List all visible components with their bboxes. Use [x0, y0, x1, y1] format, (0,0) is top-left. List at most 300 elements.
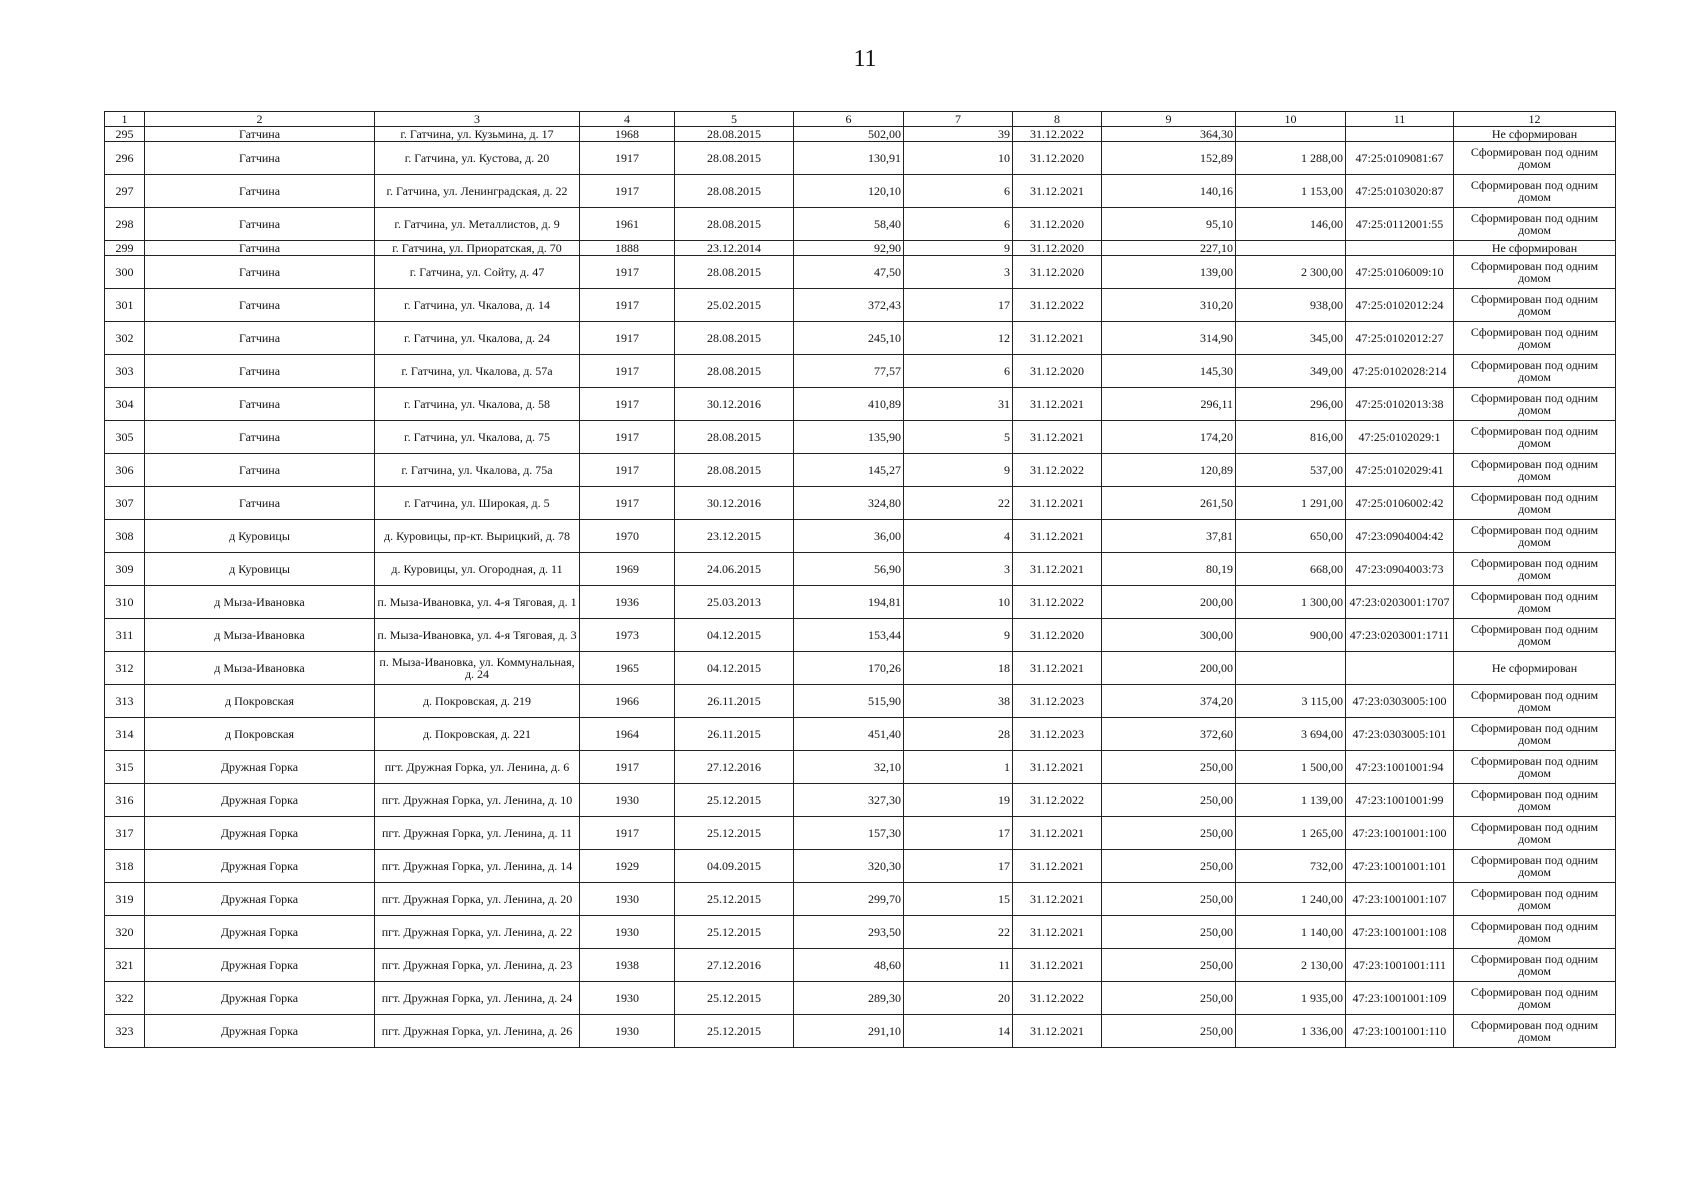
settlement-cell: Дружная Горка [145, 784, 375, 817]
cost-cell: 227,10 [1102, 241, 1236, 256]
year-built-cell: 1930 [580, 982, 675, 1015]
row-number-cell: 312 [105, 652, 145, 685]
cost-cell: 250,00 [1102, 916, 1236, 949]
date-cell: 28.08.2015 [675, 454, 794, 487]
row-number-cell: 322 [105, 982, 145, 1015]
cost-cell: 174,20 [1102, 421, 1236, 454]
cost-cell: 314,90 [1102, 322, 1236, 355]
cadastral-number-cell: 47:23:1001001:109 [1346, 982, 1454, 1015]
residents-cell: 38 [904, 685, 1013, 718]
residents-cell: 12 [904, 322, 1013, 355]
table-body [105, 112, 1616, 1048]
land-area-cell: 3 694,00 [1236, 718, 1346, 751]
date-cell: 04.09.2015 [675, 850, 794, 883]
row-number-cell: 297 [105, 175, 145, 208]
year-built-cell: 1917 [580, 322, 675, 355]
land-status-cell: Сформирован под одним домом [1454, 421, 1616, 454]
cadastral-number-cell: 47:23:1001001:111 [1346, 949, 1454, 982]
cost-cell: 250,00 [1102, 850, 1236, 883]
settlement-cell: Дружная Горка [145, 883, 375, 916]
land-area-cell: 1 935,00 [1236, 982, 1346, 1015]
column-header: 8 [1013, 112, 1102, 127]
cost-cell: 152,89 [1102, 142, 1236, 175]
residents-cell: 17 [904, 850, 1013, 883]
column-header: 7 [904, 112, 1013, 127]
residents-cell: 15 [904, 883, 1013, 916]
land-status-cell: Сформирован под одним домом [1454, 619, 1616, 652]
address-cell: г. Гатчина, ул. Ленинградская, д. 22 [375, 175, 580, 208]
year-built-cell: 1938 [580, 949, 675, 982]
cadastral-number-cell: 47:23:1001001:99 [1346, 784, 1454, 817]
row-number-cell: 313 [105, 685, 145, 718]
table-row [105, 949, 1616, 982]
address-cell: г. Гатчина, ул. Широкая, д. 5 [375, 487, 580, 520]
column-header: 2 [145, 112, 375, 127]
year-built-cell: 1930 [580, 916, 675, 949]
settlement-cell: Дружная Горка [145, 1015, 375, 1048]
year-built-cell: 1917 [580, 256, 675, 289]
column-header: 6 [794, 112, 904, 127]
residents-cell: 22 [904, 916, 1013, 949]
residents-cell: 19 [904, 784, 1013, 817]
land-area-cell: 1 291,00 [1236, 487, 1346, 520]
cadastral-number-cell: 47:23:0904004:42 [1346, 520, 1454, 553]
year-built-cell: 1968 [580, 127, 675, 142]
area-cell: 289,30 [794, 982, 904, 1015]
settlement-cell: д Куровицы [145, 520, 375, 553]
deadline-cell: 31.12.2021 [1013, 421, 1102, 454]
cost-cell: 250,00 [1102, 784, 1236, 817]
cost-cell: 200,00 [1102, 586, 1236, 619]
residents-cell: 6 [904, 355, 1013, 388]
cost-cell: 261,50 [1102, 487, 1236, 520]
row-number-cell: 300 [105, 256, 145, 289]
land-area-cell: 1 336,00 [1236, 1015, 1346, 1048]
area-cell: 299,70 [794, 883, 904, 916]
deadline-cell: 31.12.2020 [1013, 241, 1102, 256]
year-built-cell: 1969 [580, 553, 675, 586]
settlement-cell: д Покровская [145, 685, 375, 718]
year-built-cell: 1917 [580, 355, 675, 388]
land-status-cell: Сформирован под одним домом [1454, 388, 1616, 421]
settlement-cell: Гатчина [145, 355, 375, 388]
year-built-cell: 1888 [580, 241, 675, 256]
row-number-cell: 295 [105, 127, 145, 142]
cadastral-number-cell [1346, 241, 1454, 256]
area-cell: 120,10 [794, 175, 904, 208]
deadline-cell: 31.12.2022 [1013, 454, 1102, 487]
year-built-cell: 1930 [580, 883, 675, 916]
cadastral-number-cell [1346, 652, 1454, 685]
land-status-cell: Сформирован под одним домом [1454, 487, 1616, 520]
deadline-cell: 31.12.2023 [1013, 685, 1102, 718]
table-row [105, 289, 1616, 322]
settlement-cell: Гатчина [145, 256, 375, 289]
address-cell: г. Гатчина, ул. Чкалова, д. 57а [375, 355, 580, 388]
table-row [105, 916, 1616, 949]
deadline-cell: 31.12.2021 [1013, 817, 1102, 850]
year-built-cell: 1964 [580, 718, 675, 751]
address-cell: г. Гатчина, ул. Чкалова, д. 75а [375, 454, 580, 487]
column-header: 4 [580, 112, 675, 127]
row-number-cell: 315 [105, 751, 145, 784]
deadline-cell: 31.12.2020 [1013, 619, 1102, 652]
land-area-cell: 1 500,00 [1236, 751, 1346, 784]
residents-cell: 22 [904, 487, 1013, 520]
cadastral-number-cell: 47:23:1001001:100 [1346, 817, 1454, 850]
row-number-cell: 303 [105, 355, 145, 388]
cost-cell: 300,00 [1102, 619, 1236, 652]
row-number-cell: 320 [105, 916, 145, 949]
address-cell: пгт. Дружная Горка, ул. Ленина, д. 26 [375, 1015, 580, 1048]
settlement-cell: Гатчина [145, 208, 375, 241]
cadastral-number-cell: 47:23:0303005:101 [1346, 718, 1454, 751]
land-area-cell: 938,00 [1236, 289, 1346, 322]
row-number-cell: 307 [105, 487, 145, 520]
address-cell: д. Покровская, д. 221 [375, 718, 580, 751]
residents-cell: 6 [904, 175, 1013, 208]
table-row [105, 322, 1616, 355]
row-number-cell: 310 [105, 586, 145, 619]
cadastral-number-cell: 47:23:1001001:101 [1346, 850, 1454, 883]
area-cell: 77,57 [794, 355, 904, 388]
settlement-cell: Гатчина [145, 175, 375, 208]
column-header: 12 [1454, 112, 1616, 127]
date-cell: 23.12.2014 [675, 241, 794, 256]
column-header: 10 [1236, 112, 1346, 127]
land-status-cell: Сформирован под одним домом [1454, 289, 1616, 322]
year-built-cell: 1961 [580, 208, 675, 241]
year-built-cell: 1917 [580, 421, 675, 454]
address-cell: пгт. Дружная Горка, ул. Ленина, д. 20 [375, 883, 580, 916]
deadline-cell: 31.12.2020 [1013, 355, 1102, 388]
settlement-cell: Гатчина [145, 289, 375, 322]
address-cell: пгт. Дружная Горка, ул. Ленина, д. 14 [375, 850, 580, 883]
address-cell: д. Куровицы, пр-кт. Вырицкий, д. 78 [375, 520, 580, 553]
land-area-cell [1236, 652, 1346, 685]
residents-cell: 31 [904, 388, 1013, 421]
date-cell: 28.08.2015 [675, 421, 794, 454]
land-status-cell: Не сформирован [1454, 652, 1616, 685]
residents-cell: 9 [904, 241, 1013, 256]
table-row [105, 454, 1616, 487]
deadline-cell: 31.12.2021 [1013, 520, 1102, 553]
row-number-cell: 318 [105, 850, 145, 883]
area-cell: 47,50 [794, 256, 904, 289]
cadastral-number-cell: 47:25:0102029:41 [1346, 454, 1454, 487]
residents-cell: 3 [904, 256, 1013, 289]
address-cell: г. Гатчина, ул. Чкалова, д. 75 [375, 421, 580, 454]
deadline-cell: 31.12.2021 [1013, 949, 1102, 982]
area-cell: 48,60 [794, 949, 904, 982]
residents-cell: 10 [904, 586, 1013, 619]
cadastral-number-cell: 47:25:0112001:55 [1346, 208, 1454, 241]
date-cell: 25.03.2013 [675, 586, 794, 619]
row-number-cell: 314 [105, 718, 145, 751]
table-row [105, 208, 1616, 241]
table-row [105, 718, 1616, 751]
land-area-cell: 146,00 [1236, 208, 1346, 241]
column-header: 1 [105, 112, 145, 127]
settlement-cell: Дружная Горка [145, 949, 375, 982]
land-status-cell: Сформирован под одним домом [1454, 355, 1616, 388]
cadastral-number-cell: 47:23:1001001:108 [1346, 916, 1454, 949]
area-cell: 56,90 [794, 553, 904, 586]
settlement-cell: д Покровская [145, 718, 375, 751]
cost-cell: 250,00 [1102, 883, 1236, 916]
date-cell: 28.08.2015 [675, 127, 794, 142]
table-row [105, 241, 1616, 256]
cadastral-number-cell: 47:25:0103020:87 [1346, 175, 1454, 208]
row-number-cell: 299 [105, 241, 145, 256]
deadline-cell: 31.12.2021 [1013, 1015, 1102, 1048]
cadastral-number-cell: 47:23:0203001:1711 [1346, 619, 1454, 652]
cadastral-number-cell: 47:25:0102012:24 [1346, 289, 1454, 322]
area-cell: 410,89 [794, 388, 904, 421]
address-cell: г. Гатчина, ул. Приоратская, д. 70 [375, 241, 580, 256]
date-cell: 28.08.2015 [675, 208, 794, 241]
land-status-cell: Сформирован под одним домом [1454, 949, 1616, 982]
deadline-cell: 31.12.2021 [1013, 553, 1102, 586]
date-cell: 25.12.2015 [675, 1015, 794, 1048]
area-cell: 36,00 [794, 520, 904, 553]
cost-cell: 145,30 [1102, 355, 1236, 388]
date-cell: 26.11.2015 [675, 718, 794, 751]
year-built-cell: 1965 [580, 652, 675, 685]
deadline-cell: 31.12.2020 [1013, 208, 1102, 241]
column-header: 9 [1102, 112, 1236, 127]
settlement-cell: Дружная Горка [145, 916, 375, 949]
year-built-cell: 1930 [580, 784, 675, 817]
land-status-cell: Сформирован под одним домом [1454, 1015, 1616, 1048]
land-status-cell: Сформирован под одним домом [1454, 208, 1616, 241]
cadastral-number-cell: 47:25:0102013:38 [1346, 388, 1454, 421]
year-built-cell: 1930 [580, 1015, 675, 1048]
year-built-cell: 1917 [580, 175, 675, 208]
residents-cell: 1 [904, 751, 1013, 784]
year-built-cell: 1917 [580, 751, 675, 784]
cadastral-number-cell: 47:25:0102012:27 [1346, 322, 1454, 355]
address-cell: г. Гатчина, ул. Чкалова, д. 58 [375, 388, 580, 421]
area-cell: 157,30 [794, 817, 904, 850]
settlement-cell: д Куровицы [145, 553, 375, 586]
cadastral-number-cell: 47:25:0102029:1 [1346, 421, 1454, 454]
address-cell: г. Гатчина, ул. Чкалова, д. 24 [375, 322, 580, 355]
table-row [105, 421, 1616, 454]
date-cell: 25.12.2015 [675, 784, 794, 817]
cadastral-number-cell: 47:25:0106009:10 [1346, 256, 1454, 289]
date-cell: 25.02.2015 [675, 289, 794, 322]
settlement-cell: Гатчина [145, 388, 375, 421]
residents-cell: 11 [904, 949, 1013, 982]
cost-cell: 139,00 [1102, 256, 1236, 289]
row-number-cell: 296 [105, 142, 145, 175]
cadastral-number-cell [1346, 127, 1454, 142]
settlement-cell: д Мыза-Ивановка [145, 586, 375, 619]
row-number-cell: 302 [105, 322, 145, 355]
cadastral-number-cell: 47:23:1001001:94 [1346, 751, 1454, 784]
settlement-cell: Дружная Горка [145, 982, 375, 1015]
year-built-cell: 1970 [580, 520, 675, 553]
land-status-cell: Сформирован под одним домом [1454, 784, 1616, 817]
table-row [105, 175, 1616, 208]
row-number-cell: 311 [105, 619, 145, 652]
date-cell: 25.12.2015 [675, 982, 794, 1015]
cost-cell: 200,00 [1102, 652, 1236, 685]
address-cell: п. Мыза-Ивановка, ул. 4-я Тяговая, д. 1 [375, 586, 580, 619]
table-row [105, 520, 1616, 553]
land-status-cell: Не сформирован [1454, 127, 1616, 142]
residents-cell: 17 [904, 289, 1013, 322]
address-cell: пгт. Дружная Горка, ул. Ленина, д. 11 [375, 817, 580, 850]
settlement-cell: Гатчина [145, 322, 375, 355]
cost-cell: 250,00 [1102, 982, 1236, 1015]
row-number-cell: 306 [105, 454, 145, 487]
land-status-cell: Сформирован под одним домом [1454, 916, 1616, 949]
cost-cell: 364,30 [1102, 127, 1236, 142]
row-number-cell: 317 [105, 817, 145, 850]
land-status-cell: Сформирован под одним домом [1454, 256, 1616, 289]
date-cell: 25.12.2015 [675, 916, 794, 949]
table-row [105, 751, 1616, 784]
cadastral-number-cell: 47:23:1001001:107 [1346, 883, 1454, 916]
cost-cell: 250,00 [1102, 1015, 1236, 1048]
deadline-cell: 31.12.2022 [1013, 289, 1102, 322]
column-header: 3 [375, 112, 580, 127]
settlement-cell: Дружная Горка [145, 850, 375, 883]
deadline-cell: 31.12.2021 [1013, 322, 1102, 355]
row-number-cell: 304 [105, 388, 145, 421]
land-area-cell: 1 300,00 [1236, 586, 1346, 619]
table-row [105, 619, 1616, 652]
address-cell: пгт. Дружная Горка, ул. Ленина, д. 22 [375, 916, 580, 949]
date-cell: 25.12.2015 [675, 817, 794, 850]
address-cell: пгт. Дружная Горка, ул. Ленина, д. 24 [375, 982, 580, 1015]
settlement-cell: д Мыза-Ивановка [145, 619, 375, 652]
date-cell: 23.12.2015 [675, 520, 794, 553]
table-row [105, 388, 1616, 421]
land-area-cell: 650,00 [1236, 520, 1346, 553]
year-built-cell: 1929 [580, 850, 675, 883]
year-built-cell: 1917 [580, 454, 675, 487]
cadastral-number-cell: 47:25:0102028:214 [1346, 355, 1454, 388]
date-cell: 04.12.2015 [675, 652, 794, 685]
deadline-cell: 31.12.2021 [1013, 175, 1102, 208]
deadline-cell: 31.12.2020 [1013, 142, 1102, 175]
date-cell: 27.12.2016 [675, 751, 794, 784]
land-area-cell: 1 140,00 [1236, 916, 1346, 949]
deadline-cell: 31.12.2021 [1013, 652, 1102, 685]
land-status-cell: Сформирован под одним домом [1454, 142, 1616, 175]
residents-cell: 18 [904, 652, 1013, 685]
settlement-cell: Гатчина [145, 241, 375, 256]
date-cell: 27.12.2016 [675, 949, 794, 982]
land-area-cell: 900,00 [1236, 619, 1346, 652]
date-cell: 25.12.2015 [675, 883, 794, 916]
area-cell: 130,91 [794, 142, 904, 175]
address-cell: д. Куровицы, ул. Огородная, д. 11 [375, 553, 580, 586]
row-number-cell: 309 [105, 553, 145, 586]
land-status-cell: Сформирован под одним домом [1454, 322, 1616, 355]
address-cell: г. Гатчина, ул. Кузьмина, д. 17 [375, 127, 580, 142]
residents-cell: 10 [904, 142, 1013, 175]
residents-cell: 9 [904, 454, 1013, 487]
area-cell: 293,50 [794, 916, 904, 949]
table-row [105, 652, 1616, 685]
address-cell: пгт. Дружная Горка, ул. Ленина, д. 10 [375, 784, 580, 817]
address-cell: пгт. Дружная Горка, ул. Ленина, д. 6 [375, 751, 580, 784]
year-built-cell: 1917 [580, 817, 675, 850]
table-row [105, 883, 1616, 916]
land-status-cell: Сформирован под одним домом [1454, 685, 1616, 718]
year-built-cell: 1917 [580, 487, 675, 520]
date-cell: 28.08.2015 [675, 175, 794, 208]
area-cell: 291,10 [794, 1015, 904, 1048]
land-status-cell: Сформирован под одним домом [1454, 850, 1616, 883]
table-row [105, 685, 1616, 718]
area-cell: 170,26 [794, 652, 904, 685]
settlement-cell: Гатчина [145, 142, 375, 175]
settlement-cell: Гатчина [145, 454, 375, 487]
land-area-cell: 345,00 [1236, 322, 1346, 355]
column-number-row [105, 112, 1616, 127]
row-number-cell: 321 [105, 949, 145, 982]
cost-cell: 250,00 [1102, 817, 1236, 850]
residents-cell: 4 [904, 520, 1013, 553]
area-cell: 327,30 [794, 784, 904, 817]
year-built-cell: 1973 [580, 619, 675, 652]
residents-cell: 17 [904, 817, 1013, 850]
deadline-cell: 31.12.2022 [1013, 127, 1102, 142]
page-number: 11 [853, 46, 877, 72]
land-area-cell: 668,00 [1236, 553, 1346, 586]
address-cell: г. Гатчина, ул. Кустова, д. 20 [375, 142, 580, 175]
address-cell: г. Гатчина, ул. Чкалова, д. 14 [375, 289, 580, 322]
cadastral-number-cell: 47:23:0303005:100 [1346, 685, 1454, 718]
land-status-cell: Не сформирован [1454, 241, 1616, 256]
address-cell: д. Покровская, д. 219 [375, 685, 580, 718]
column-header: 11 [1346, 112, 1454, 127]
land-status-cell: Сформирован под одним домом [1454, 454, 1616, 487]
land-status-cell: Сформирован под одним домом [1454, 718, 1616, 751]
cost-cell: 310,20 [1102, 289, 1236, 322]
address-cell: пгт. Дружная Горка, ул. Ленина, д. 23 [375, 949, 580, 982]
cadastral-number-cell: 47:23:1001001:110 [1346, 1015, 1454, 1048]
column-header: 5 [675, 112, 794, 127]
date-cell: 04.12.2015 [675, 619, 794, 652]
land-area-cell: 537,00 [1236, 454, 1346, 487]
area-cell: 324,80 [794, 487, 904, 520]
area-cell: 515,90 [794, 685, 904, 718]
table-row [105, 355, 1616, 388]
area-cell: 451,40 [794, 718, 904, 751]
cost-cell: 374,20 [1102, 685, 1236, 718]
cost-cell: 372,60 [1102, 718, 1236, 751]
deadline-cell: 31.12.2021 [1013, 850, 1102, 883]
cost-cell: 37,81 [1102, 520, 1236, 553]
deadline-cell: 31.12.2020 [1013, 256, 1102, 289]
settlement-cell: Гатчина [145, 127, 375, 142]
land-status-cell: Сформирован под одним домом [1454, 982, 1616, 1015]
deadline-cell: 31.12.2021 [1013, 751, 1102, 784]
row-number-cell: 323 [105, 1015, 145, 1048]
land-status-cell: Сформирован под одним домом [1454, 520, 1616, 553]
deadline-cell: 31.12.2021 [1013, 883, 1102, 916]
land-area-cell: 1 139,00 [1236, 784, 1346, 817]
date-cell: 28.08.2015 [675, 355, 794, 388]
deadline-cell: 31.12.2022 [1013, 586, 1102, 619]
table-row [105, 817, 1616, 850]
